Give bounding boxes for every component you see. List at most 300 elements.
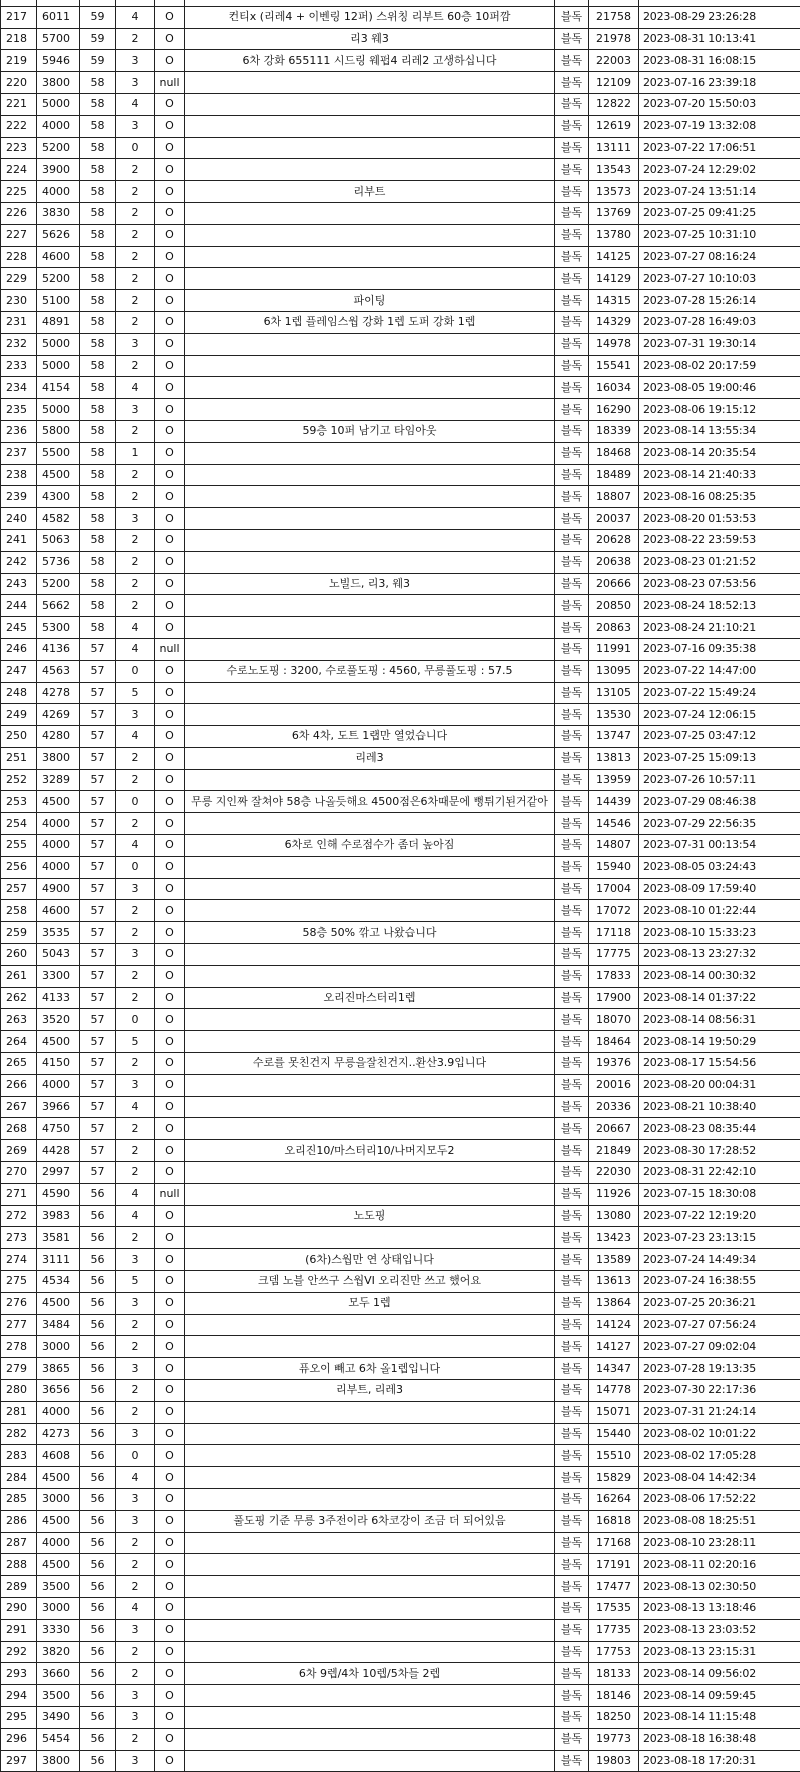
floor-cell: 58 — [80, 333, 116, 355]
comment-cell — [185, 1423, 555, 1445]
rank-cell: 287 — [1, 1532, 37, 1554]
flag-cell: O — [155, 1597, 185, 1619]
table-row — [1, 1292, 800, 1314]
comment-cell — [185, 769, 555, 791]
score-cell: 5000 — [37, 399, 80, 421]
tries-cell: 2 — [116, 1728, 155, 1750]
score-cell: 4500 — [37, 1554, 80, 1576]
score-cell: 3000 — [37, 1336, 80, 1358]
flag-cell: O — [155, 791, 185, 813]
comment-cell: 6차 강화 655111 시드링 웨펍4 리레2 고생하십니다 — [185, 50, 555, 72]
rank-cell: 255 — [1, 835, 37, 857]
date-cell: 2023-08-13 02:30:50 — [639, 1576, 800, 1598]
id-cell: 20666 — [589, 573, 639, 595]
score-cell: 3111 — [37, 1249, 80, 1271]
flag-cell: O — [155, 900, 185, 922]
rank-cell: 239 — [1, 486, 37, 508]
id-cell: 21849 — [589, 1140, 639, 1162]
tries-cell: 4 — [116, 638, 155, 660]
id-cell: 18250 — [589, 1706, 639, 1728]
tries-cell: 2 — [116, 965, 155, 987]
floor-cell: 58 — [80, 377, 116, 399]
floor-cell: 56 — [80, 1750, 116, 1772]
score-cell: 4154 — [37, 377, 80, 399]
comment-cell: 노빌드, 리3, 웨3 — [185, 573, 555, 595]
score-cell: 4500 — [37, 1031, 80, 1053]
id-cell: 18489 — [589, 464, 639, 486]
rank-cell: 279 — [1, 1358, 37, 1380]
comment-cell — [185, 1619, 555, 1641]
comment-cell — [185, 1118, 555, 1140]
comment-cell — [185, 508, 555, 530]
floor-cell: 56 — [80, 1467, 116, 1489]
floor-cell: 58 — [80, 290, 116, 312]
tries-cell: 3 — [116, 1510, 155, 1532]
score-cell: 5000 — [37, 355, 80, 377]
nickname-cell: 블독 — [555, 290, 589, 312]
id-cell: 21758 — [589, 6, 639, 28]
floor-cell: 58 — [80, 399, 116, 421]
flag-cell: O — [155, 1728, 185, 1750]
table-row — [1, 50, 800, 72]
id-cell: 16818 — [589, 1510, 639, 1532]
id-cell: 14124 — [589, 1314, 639, 1336]
score-cell: 5736 — [37, 551, 80, 573]
floor-cell: 58 — [80, 93, 116, 115]
floor-cell: 56 — [80, 1619, 116, 1641]
nickname-cell: 블독 — [555, 791, 589, 813]
nickname-cell: 블독 — [555, 1227, 589, 1249]
comment-cell — [185, 268, 555, 290]
rank-cell: 268 — [1, 1118, 37, 1140]
tries-cell: 2 — [116, 311, 155, 333]
nickname-cell: 블독 — [555, 747, 589, 769]
comment-cell — [185, 1445, 555, 1467]
nickname-cell: 블독 — [555, 246, 589, 268]
rank-cell: 246 — [1, 638, 37, 660]
nickname-cell: 블독 — [555, 595, 589, 617]
comment-cell — [185, 1641, 555, 1663]
tries-cell: 3 — [116, 50, 155, 72]
flag-cell: O — [155, 246, 185, 268]
date-cell: 2023-08-14 08:56:31 — [639, 1009, 800, 1031]
table-row — [1, 835, 800, 857]
nickname-cell: 블독 — [555, 355, 589, 377]
score-cell: 3289 — [37, 769, 80, 791]
comment-cell: 오리진마스터리1렙 — [185, 987, 555, 1009]
comment-cell — [185, 464, 555, 486]
date-cell: 2023-08-17 15:54:56 — [639, 1053, 800, 1075]
flag-cell: O — [155, 878, 185, 900]
score-cell: 4000 — [37, 835, 80, 857]
date-cell: 2023-08-11 02:20:16 — [639, 1554, 800, 1576]
comment-cell — [185, 72, 555, 94]
flag-cell: O — [155, 1053, 185, 1075]
table-row — [1, 93, 800, 115]
comment-cell: 6차 9렙/4차 10렙/5차들 2렙 — [185, 1663, 555, 1685]
nickname-cell: 블독 — [555, 1249, 589, 1271]
rank-cell: 219 — [1, 50, 37, 72]
score-cell: 4500 — [37, 464, 80, 486]
tries-cell: 2 — [116, 420, 155, 442]
comment-cell — [185, 1227, 555, 1249]
rank-cell: 276 — [1, 1292, 37, 1314]
rank-cell: 238 — [1, 464, 37, 486]
id-cell: 20667 — [589, 1118, 639, 1140]
table-row — [1, 944, 800, 966]
date-cell: 2023-07-26 10:57:11 — [639, 769, 800, 791]
score-cell: 3000 — [37, 1488, 80, 1510]
floor-cell: 56 — [80, 1314, 116, 1336]
score-cell: 4750 — [37, 1118, 80, 1140]
tries-cell: 5 — [116, 1031, 155, 1053]
date-cell: 2023-07-22 17:06:51 — [639, 137, 800, 159]
comment-cell: (6차)스웝만 연 상태입니다 — [185, 1249, 555, 1271]
id-cell: 13747 — [589, 726, 639, 748]
id-cell: 19803 — [589, 1750, 639, 1772]
score-cell: 3484 — [37, 1314, 80, 1336]
rank-cell: 271 — [1, 1183, 37, 1205]
id-cell: 17753 — [589, 1641, 639, 1663]
nickname-cell: 블독 — [555, 1009, 589, 1031]
id-cell: 13080 — [589, 1205, 639, 1227]
floor-cell: 57 — [80, 1031, 116, 1053]
table-row — [1, 1053, 800, 1075]
nickname-cell: 블독 — [555, 399, 589, 421]
comment-cell: 리레3 — [185, 747, 555, 769]
table-row — [1, 486, 800, 508]
rank-cell: 241 — [1, 529, 37, 551]
table-row — [1, 1401, 800, 1423]
comment-cell — [185, 1750, 555, 1772]
flag-cell: O — [155, 1009, 185, 1031]
nickname-cell: 블독 — [555, 813, 589, 835]
comment-cell: 컨티x (리레4 + 이벤링 12퍼) 스위칭 리부트 60층 10퍼깜 — [185, 6, 555, 28]
comment-cell — [185, 529, 555, 551]
floor-cell: 58 — [80, 311, 116, 333]
rank-cell: 277 — [1, 1314, 37, 1336]
score-cell: 4590 — [37, 1183, 80, 1205]
id-cell: 14778 — [589, 1380, 639, 1402]
tries-cell: 4 — [116, 726, 155, 748]
table-row — [1, 399, 800, 421]
id-cell: 16290 — [589, 399, 639, 421]
table-row — [1, 1118, 800, 1140]
comment-cell — [185, 399, 555, 421]
date-cell: 2023-08-14 01:37:22 — [639, 987, 800, 1009]
rank-cell: 295 — [1, 1706, 37, 1728]
table-row — [1, 1183, 800, 1205]
tries-cell: 2 — [116, 595, 155, 617]
nickname-cell: 블독 — [555, 1597, 589, 1619]
floor-cell: 57 — [80, 1053, 116, 1075]
tries-cell: 2 — [116, 900, 155, 922]
flag-cell: O — [155, 508, 185, 530]
rank-cell: 288 — [1, 1554, 37, 1576]
score-cell: 3490 — [37, 1706, 80, 1728]
flag-cell: O — [155, 464, 185, 486]
rank-cell: 249 — [1, 704, 37, 726]
comment-cell — [185, 159, 555, 181]
flag-cell: O — [155, 181, 185, 203]
tries-cell: 3 — [116, 333, 155, 355]
id-cell: 14546 — [589, 813, 639, 835]
date-cell: 2023-07-16 23:39:18 — [639, 72, 800, 94]
nickname-cell: 블독 — [555, 704, 589, 726]
table-row — [1, 682, 800, 704]
tries-cell: 5 — [116, 682, 155, 704]
date-cell: 2023-07-16 09:35:38 — [639, 638, 800, 660]
tries-cell: 3 — [116, 1685, 155, 1707]
floor-cell: 56 — [80, 1532, 116, 1554]
nickname-cell: 블독 — [555, 1162, 589, 1184]
nickname-cell: 블독 — [555, 1576, 589, 1598]
id-cell: 13613 — [589, 1271, 639, 1293]
nickname-cell: 블독 — [555, 551, 589, 573]
id-cell: 17004 — [589, 878, 639, 900]
date-cell: 2023-08-02 10:01:22 — [639, 1423, 800, 1445]
date-cell: 2023-07-20 15:50:03 — [639, 93, 800, 115]
flag-cell: O — [155, 1096, 185, 1118]
rank-cell: 222 — [1, 115, 37, 137]
table-row — [1, 595, 800, 617]
table-row — [1, 1510, 800, 1532]
comment-cell — [185, 965, 555, 987]
comment-cell — [185, 442, 555, 464]
nickname-cell: 블독 — [555, 835, 589, 857]
table-row — [1, 1074, 800, 1096]
date-cell: 2023-08-18 16:38:48 — [639, 1728, 800, 1750]
date-cell: 2023-07-24 14:49:34 — [639, 1249, 800, 1271]
comment-cell — [185, 551, 555, 573]
id-cell: 17775 — [589, 944, 639, 966]
table-row — [1, 420, 800, 442]
flag-cell: O — [155, 159, 185, 181]
table-row — [1, 617, 800, 639]
flag-cell: O — [155, 333, 185, 355]
id-cell: 17900 — [589, 987, 639, 1009]
nickname-cell: 블독 — [555, 1532, 589, 1554]
nickname-cell: 블독 — [555, 878, 589, 900]
table-row — [1, 181, 800, 203]
score-cell: 4891 — [37, 311, 80, 333]
floor-cell: 58 — [80, 486, 116, 508]
nickname-cell: 블독 — [555, 1096, 589, 1118]
date-cell: 2023-08-21 10:38:40 — [639, 1096, 800, 1118]
floor-cell: 56 — [80, 1380, 116, 1402]
date-cell: 2023-07-25 20:36:21 — [639, 1292, 800, 1314]
date-cell: 2023-07-27 09:02:04 — [639, 1336, 800, 1358]
flag-cell: O — [155, 1118, 185, 1140]
date-cell: 2023-08-05 03:24:43 — [639, 856, 800, 878]
rank-cell: 285 — [1, 1488, 37, 1510]
tries-cell: 4 — [116, 1205, 155, 1227]
floor-cell: 58 — [80, 420, 116, 442]
floor-cell: 57 — [80, 704, 116, 726]
nickname-cell: 블독 — [555, 464, 589, 486]
table-row — [1, 1423, 800, 1445]
floor-cell: 57 — [80, 769, 116, 791]
rank-cell: 260 — [1, 944, 37, 966]
flag-cell: O — [155, 747, 185, 769]
table-row — [1, 1358, 800, 1380]
date-cell: 2023-08-14 13:55:34 — [639, 420, 800, 442]
tries-cell: 2 — [116, 987, 155, 1009]
flag-cell: O — [155, 290, 185, 312]
date-cell: 2023-07-23 23:13:15 — [639, 1227, 800, 1249]
comment-cell: 리부트, 리레3 — [185, 1380, 555, 1402]
tries-cell: 3 — [116, 1706, 155, 1728]
id-cell: 16034 — [589, 377, 639, 399]
rank-cell: 221 — [1, 93, 37, 115]
flag-cell: O — [155, 6, 185, 28]
floor-cell: 57 — [80, 965, 116, 987]
id-cell: 12822 — [589, 93, 639, 115]
comment-cell: 크뎀 노블 안쓰구 스웝VI 오리진만 쓰고 했어요 — [185, 1271, 555, 1293]
flag-cell: O — [155, 202, 185, 224]
floor-cell: 58 — [80, 464, 116, 486]
id-cell: 14347 — [589, 1358, 639, 1380]
nickname-cell: 블독 — [555, 1118, 589, 1140]
score-cell: 5626 — [37, 224, 80, 246]
table-row — [1, 1205, 800, 1227]
score-cell: 4600 — [37, 900, 80, 922]
score-cell: 4278 — [37, 682, 80, 704]
tries-cell: 4 — [116, 93, 155, 115]
score-cell: 3535 — [37, 922, 80, 944]
table-row — [1, 878, 800, 900]
tries-cell: 2 — [116, 769, 155, 791]
rank-cell: 217 — [1, 6, 37, 28]
date-cell: 2023-07-22 15:49:24 — [639, 682, 800, 704]
id-cell: 17477 — [589, 1576, 639, 1598]
comment-cell — [185, 900, 555, 922]
rank-cell: 280 — [1, 1380, 37, 1402]
date-cell: 2023-08-31 16:08:15 — [639, 50, 800, 72]
floor-cell: 56 — [80, 1685, 116, 1707]
tries-cell: 2 — [116, 747, 155, 769]
id-cell: 17535 — [589, 1597, 639, 1619]
nickname-cell: 블독 — [555, 1445, 589, 1467]
id-cell: 16264 — [589, 1488, 639, 1510]
rank-cell: 297 — [1, 1750, 37, 1772]
score-cell: 4150 — [37, 1053, 80, 1075]
score-cell: 4000 — [37, 1401, 80, 1423]
flag-cell: O — [155, 1706, 185, 1728]
flag-cell: O — [155, 399, 185, 421]
score-cell: 3500 — [37, 1685, 80, 1707]
score-cell: 4500 — [37, 791, 80, 813]
flag-cell: O — [155, 1358, 185, 1380]
table-row — [1, 747, 800, 769]
date-cell: 2023-07-27 08:16:24 — [639, 246, 800, 268]
date-cell: 2023-07-19 13:32:08 — [639, 115, 800, 137]
nickname-cell: 블독 — [555, 159, 589, 181]
id-cell: 20336 — [589, 1096, 639, 1118]
flag-cell: O — [155, 377, 185, 399]
tries-cell: 1 — [116, 442, 155, 464]
table-row — [1, 377, 800, 399]
table-row — [1, 464, 800, 486]
table-row — [1, 769, 800, 791]
tries-cell: 3 — [116, 1619, 155, 1641]
flag-cell: O — [155, 835, 185, 857]
flag-cell: O — [155, 769, 185, 791]
flag-cell: O — [155, 420, 185, 442]
floor-cell: 56 — [80, 1728, 116, 1750]
date-cell: 2023-07-24 12:29:02 — [639, 159, 800, 181]
rank-cell: 243 — [1, 573, 37, 595]
nickname-cell: 블독 — [555, 1685, 589, 1707]
floor-cell: 56 — [80, 1423, 116, 1445]
date-cell: 2023-07-27 07:56:24 — [639, 1314, 800, 1336]
floor-cell: 57 — [80, 1009, 116, 1031]
id-cell: 14315 — [589, 290, 639, 312]
score-cell: 3000 — [37, 1597, 80, 1619]
nickname-cell: 블독 — [555, 573, 589, 595]
rank-cell: 233 — [1, 355, 37, 377]
table-row — [1, 1445, 800, 1467]
tries-cell: 3 — [116, 1074, 155, 1096]
table-row — [1, 1685, 800, 1707]
comment-cell — [185, 486, 555, 508]
comment-cell: 풀도핑 기준 무릉 3주전이라 6차코강이 조금 더 되어있음 — [185, 1510, 555, 1532]
id-cell: 13111 — [589, 137, 639, 159]
nickname-cell: 블독 — [555, 93, 589, 115]
date-cell: 2023-07-27 10:10:03 — [639, 268, 800, 290]
floor-cell: 58 — [80, 202, 116, 224]
id-cell: 14439 — [589, 791, 639, 813]
date-cell: 2023-08-20 01:53:53 — [639, 508, 800, 530]
nickname-cell: 블독 — [555, 1031, 589, 1053]
tries-cell: 3 — [116, 878, 155, 900]
tries-cell: 2 — [116, 1641, 155, 1663]
id-cell: 17118 — [589, 922, 639, 944]
score-cell: 4582 — [37, 508, 80, 530]
floor-cell: 57 — [80, 1162, 116, 1184]
rank-cell: 218 — [1, 28, 37, 50]
tries-cell: 0 — [116, 856, 155, 878]
score-cell: 5300 — [37, 617, 80, 639]
floor-cell: 56 — [80, 1488, 116, 1510]
flag-cell: O — [155, 1619, 185, 1641]
score-cell: 5063 — [37, 529, 80, 551]
floor-cell: 56 — [80, 1249, 116, 1271]
nickname-cell: 블독 — [555, 769, 589, 791]
comment-cell — [185, 1031, 555, 1053]
date-cell: 2023-08-14 09:56:02 — [639, 1663, 800, 1685]
id-cell: 19773 — [589, 1728, 639, 1750]
tries-cell: 4 — [116, 377, 155, 399]
rank-cell: 286 — [1, 1510, 37, 1532]
comment-cell — [185, 1162, 555, 1184]
id-cell: 13543 — [589, 159, 639, 181]
tries-cell: 3 — [116, 944, 155, 966]
nickname-cell: 블독 — [555, 1641, 589, 1663]
score-cell: 4000 — [37, 813, 80, 835]
tries-cell: 4 — [116, 6, 155, 28]
floor-cell: 56 — [80, 1445, 116, 1467]
nickname-cell: 블독 — [555, 333, 589, 355]
floor-cell: 56 — [80, 1227, 116, 1249]
date-cell: 2023-08-05 19:00:46 — [639, 377, 800, 399]
tries-cell: 3 — [116, 115, 155, 137]
tries-cell: 2 — [116, 1532, 155, 1554]
score-cell: 5700 — [37, 28, 80, 50]
nickname-cell: 블독 — [555, 1053, 589, 1075]
score-cell: 4500 — [37, 1292, 80, 1314]
rank-cell: 292 — [1, 1641, 37, 1663]
